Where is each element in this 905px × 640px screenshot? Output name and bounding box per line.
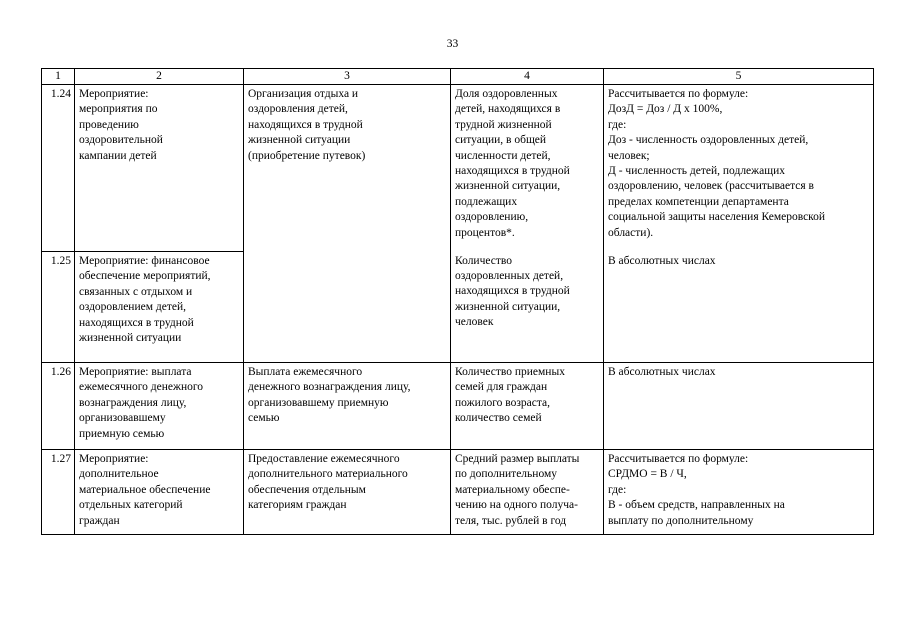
row-number: 1.26	[42, 363, 75, 450]
goal-cell: Организация отдыха и оздоровления детей, находящихся в трудной жизненной ситуации (приобретение путевок)	[244, 85, 451, 363]
indicator-cell: Количество приемных семей для граждан пожилого возраста, количество семей	[451, 363, 604, 450]
method-cell: Рассчитывается по формуле: СРДМО = В / Ч, где: В - объем средств, направленных на выплату по дополнительному	[604, 450, 874, 535]
method-cell: В абсолютных числах	[604, 252, 874, 363]
event-cell: Мероприятие: дополнительное материальное обеспечение отдельных категорий граждан	[75, 450, 244, 535]
goal-cell: Выплата ежемесячного денежного вознаграждения лицу, организовавшему приемную семью	[244, 363, 451, 450]
event-cell: Мероприятие: финансовое обеспечение мероприятий, связанных с отдыхом и оздоровлением детей, находящихся в трудной жизненной ситуации	[75, 252, 244, 363]
table-header-row	[42, 69, 874, 85]
event-cell: Мероприятие: мероприятия по проведению оздоровительной кампании детей	[75, 85, 244, 252]
row-number: 1.27	[42, 450, 75, 535]
method-cell: В абсолютных числах	[604, 363, 874, 450]
page-number: 33	[446, 38, 459, 50]
table-row	[42, 252, 874, 363]
indicator-cell: Доля оздоровленных детей, находящихся в трудной жизненной ситуации, в общей численности детей, находящихся в трудной жизненной ситуации, подлежащих оздоровлению, процентов*.	[451, 85, 604, 252]
column-header: 1	[42, 69, 75, 85]
row-number: 1.24	[42, 85, 75, 252]
indicator-cell: Количество оздоровленных детей, находящихся в трудной жизненной ситуации, человек	[451, 252, 604, 363]
table-row	[42, 85, 874, 252]
indicator-cell: Средний размер выплаты по дополнительному материальному обеспе- чению на одного получа- теля, тыс. рублей в год	[451, 450, 604, 535]
column-header: 2	[75, 69, 244, 85]
indicators-table	[41, 68, 874, 535]
goal-cell: Предоставление ежемесячного дополнительного материального обеспечения отдельным категориям граждан	[244, 450, 451, 535]
column-header: 4	[451, 69, 604, 85]
column-header: 5	[604, 69, 874, 85]
table-row	[42, 450, 874, 535]
event-cell: Мероприятие: выплата ежемесячного денежного вознаграждения лицу, организовавшему приемную семью	[75, 363, 244, 450]
row-number: 1.25	[42, 252, 75, 363]
column-header: 3	[244, 69, 451, 85]
method-cell: Рассчитывается по формуле: ДозД = Доз / Д х 100%, где: Доз - численность оздоровленных детей, человек; Д - численность детей, подлежащих оздоровлению, человек (рассчитывается в пределах компетенции департамента социальной защиты населения Кемеровской области).	[604, 85, 874, 252]
table-row	[42, 363, 874, 450]
